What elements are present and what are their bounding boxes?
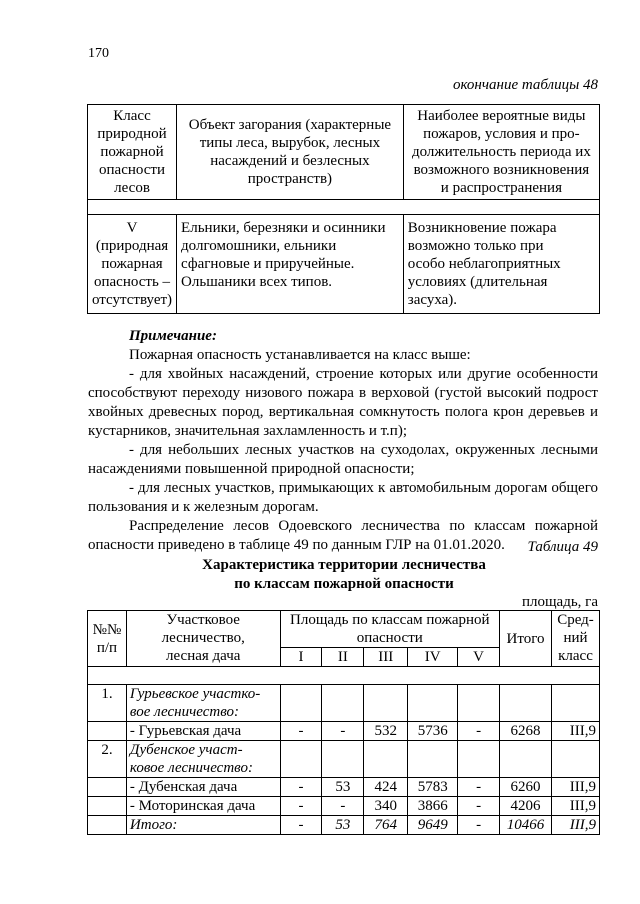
total-class-3: 764 [364,816,408,835]
cell-line: V [126,220,138,236]
note-title: Примечание: [129,328,217,344]
header-class-3: III [364,648,408,667]
cell-line: (природная [95,238,169,254]
cell-class-5: - [458,722,500,741]
total-sum: 10466 [500,816,552,835]
header-line: возможного возникновения [413,162,590,178]
fire-class-area-table [87,610,600,835]
cell-class-3: 340 [364,797,408,816]
header-line: лесов [114,180,150,196]
header-line: лесная дача [166,648,241,664]
header-forest [126,611,280,667]
row-name: - Моторинская дача [126,797,280,816]
table-row [88,722,600,741]
group-line: Дубенское участ- [129,742,243,758]
units-label: площадь, га [521,594,598,610]
cell-line: возможно только при [407,238,544,254]
empty-cell [364,685,408,722]
header-class-4: IV [408,648,458,667]
empty-cell [322,685,364,722]
cell-avg-class: III,9 [551,778,599,797]
table-number: Таблица 49 [527,539,598,555]
header-class-5: V [458,648,500,667]
header-class-2: II [322,648,364,667]
header-line: насаждений и безлесных [210,153,370,169]
empty-cell [500,741,552,778]
row-num: 1. [88,685,127,722]
fire-types-cell [403,215,599,314]
object-cell [177,215,404,314]
total-class-2: 53 [322,816,364,835]
empty-cell [458,741,500,778]
cell-class-1: - [280,722,322,741]
fire-class-table [87,104,600,314]
page-number: 170 [88,46,109,61]
header-line: ний [563,630,588,646]
note-paragraph: Пожарная опасность устанавливается на класс выше: [129,347,471,363]
empty-cell [88,778,127,797]
cell-line: Ольшаники всех типов. [181,274,333,290]
total-class-4: 9649 [408,816,458,835]
empty-cell [458,685,500,722]
group-name [126,741,280,778]
header-fire-types [403,105,599,200]
row-name: - Гурьевская дача [126,722,280,741]
empty-cell [408,685,458,722]
cell-class-3: 424 [364,778,408,797]
spacer-cell [88,667,600,685]
spacer-row [88,200,600,215]
table-row [88,685,600,722]
cell-line: особо неблагоприятных [407,256,561,272]
header-line: пожаров, условия и про- [423,126,580,142]
cell-class-1: - [280,797,322,816]
header-class-1: I [280,648,322,667]
header-line: пространств) [247,171,333,187]
cell-line: засуха). [407,292,458,308]
header-avg-class [551,611,599,667]
class-cell [88,215,177,314]
note-paragraph: - для лесных участков, примыкающих к автомобильным дорогам общего пользования и к железным дорогам. [88,480,598,515]
row-num: 2. [88,741,127,778]
empty-cell [364,741,408,778]
table-row [88,778,600,797]
group-line: вое лесничество: [129,704,240,720]
header-line: природной [97,126,167,142]
empty-cell [280,685,322,722]
cell-class-4: 5783 [408,778,458,797]
header-line: Наиболее вероятные виды [417,108,586,124]
header-line: п/п [96,639,118,656]
table-continuation-label: окончание таблицы 48 [452,77,598,93]
header-line: лесничество, [161,630,245,646]
empty-cell [280,741,322,778]
cell-avg-class: III,9 [551,797,599,816]
cell-class-1: - [280,778,322,797]
total-class-1: - [280,816,322,835]
total-row [88,816,600,835]
cell-line: Возникновение пожара [407,220,557,236]
cell-class-4: 3866 [408,797,458,816]
header-object [177,105,404,200]
empty-cell [88,722,127,741]
cell-total: 4206 [500,797,552,816]
header-total: Итого [500,611,552,667]
header-line: опасности [356,630,423,646]
header-line: Сред- [557,612,594,628]
header-line: пожарной [100,144,164,160]
header-line: типы леса, вырубок, лесных [199,135,381,151]
total-label: Итого: [126,816,280,835]
cell-class-3: 532 [364,722,408,741]
empty-cell [322,741,364,778]
spacer-cell [88,200,600,215]
header-line: Объект загорания (характерные [188,117,392,133]
header-line: Площадь по классам пожарной [290,612,490,628]
cell-line: опасность – [93,274,171,290]
group-line: Гурьевское участко- [129,686,261,702]
header-line: класс [558,648,593,664]
empty-cell [408,741,458,778]
cell-avg-class: III,9 [551,722,599,741]
cell-line: пожарная [101,256,163,272]
header-line: опасности [99,162,166,178]
header-line: Класс [113,108,151,124]
header-line: №№ [92,621,122,638]
cell-class-2: 53 [322,778,364,797]
table-row [88,741,600,778]
cell-line: отсутствует) [92,292,173,308]
cell-line: Ельники, березняки и осинники [181,220,386,236]
header-line: Участковое [166,612,240,628]
cell-class-5: - [458,797,500,816]
cell-line: условиях (длительная [407,274,548,290]
cell-class-4: 5736 [408,722,458,741]
empty-cell [551,741,599,778]
total-avg-class: III,9 [551,816,599,835]
empty-cell [551,685,599,722]
note-paragraph: Распределение лесов Одоевского лесничества по классам пожарной опасности приведено в таблице 49 по данным ГЛР на 01.01.2020. [88,518,598,553]
cell-total: 6260 [500,778,552,797]
total-class-5: - [458,816,500,835]
empty-cell [500,685,552,722]
header-area [280,611,499,648]
cell-total: 6268 [500,722,552,741]
cell-class-2: - [322,722,364,741]
cell-class-5: - [458,778,500,797]
header-line: и распространения [440,180,562,196]
title-line: по классам пожарной опасности [234,576,454,592]
note-paragraph: - для небольших лесных участков на суходолах, окруженных лесными насаждениями повышенной природной опасности; [88,442,598,477]
empty-cell [88,816,127,835]
empty-cell [88,797,127,816]
cell-class-2: - [322,797,364,816]
group-name [126,685,280,722]
row-name: - Дубенская дача [126,778,280,797]
header-line: должительность периода их [411,144,591,160]
table-row [88,797,600,816]
table-row [88,215,600,314]
cell-line: сфагновые и приручейные. [181,256,355,272]
header-num [88,611,127,667]
note-paragraph: - для хвойных насаждений, строение которых или другие особенности способствуют переходу низового пожара в верховой (густой высокий подрост хвойных древесных пород, вертикальная сомкнутость полога крон деревьев и кустарников, значительная захламленность и т.п); [88,366,598,439]
group-line: ковое лесничество: [129,760,253,776]
table-title [88,556,600,594]
cell-line: долгомошники, ельники [181,238,337,254]
note-block [88,327,598,555]
header-class [88,105,177,200]
title-line: Характеристика территории лесничества [202,557,486,573]
spacer-row [88,667,600,685]
